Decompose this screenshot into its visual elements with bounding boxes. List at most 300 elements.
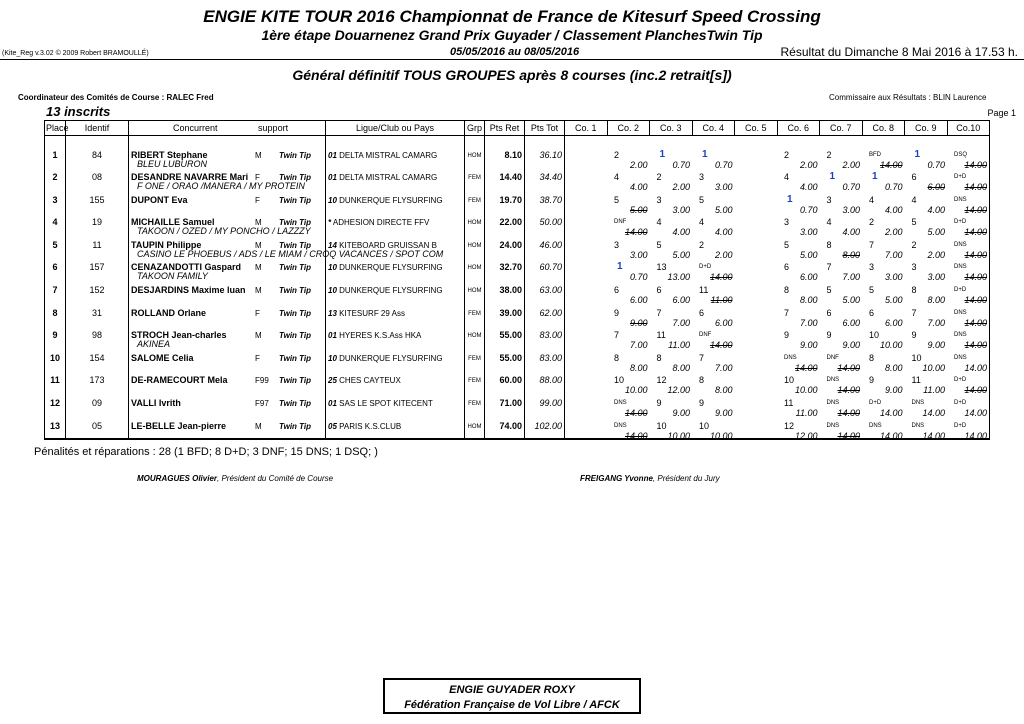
race-rank: 6	[826, 307, 832, 318]
club-cell	[326, 348, 465, 371]
race-points: 10.00	[879, 340, 903, 351]
race-result-cell	[692, 145, 735, 168]
race-result-cell	[777, 393, 820, 419]
race-result-cell	[820, 416, 863, 439]
race-result-cell	[862, 257, 905, 283]
race-rank: DNS	[826, 377, 840, 384]
competitor-name: VALLI Ivrith	[131, 398, 181, 409]
race-result-cell	[565, 190, 608, 213]
race-result-cell	[692, 280, 735, 306]
race-points: 9.00	[672, 408, 690, 419]
race-points: 7.00	[799, 317, 818, 328]
race-points: 9.00	[629, 317, 648, 328]
results-body	[45, 136, 990, 439]
club-cell	[326, 190, 465, 213]
race-result-cell	[862, 325, 905, 351]
rank-cell: 8	[45, 303, 66, 326]
race-result-cell	[692, 212, 735, 238]
competitor-category: F	[255, 308, 260, 318]
race-result-cell	[607, 257, 650, 283]
race-rank: 4	[826, 217, 832, 228]
race-rank: 6	[699, 307, 705, 318]
race-rank: 6	[911, 172, 917, 183]
race-rank: 7	[784, 307, 790, 318]
race-result-cell	[947, 235, 990, 258]
race-rank: 3	[784, 217, 790, 228]
race-points: 3.00	[672, 204, 690, 215]
race-rank: 6	[656, 285, 662, 296]
race-rank: 9	[784, 330, 790, 341]
competitor-cell	[129, 257, 326, 280]
race-points: 9.00	[927, 340, 945, 351]
competitor-name: MICHAILLE Samuel	[131, 217, 215, 228]
race-points: 0.70	[714, 159, 733, 170]
race-rank: DNS	[826, 400, 840, 407]
race-points: 14.00	[879, 430, 903, 441]
group-cell: FEM	[465, 167, 485, 190]
table-row	[45, 235, 990, 258]
race-result-cell	[777, 257, 820, 283]
league-number: 25	[328, 376, 337, 386]
race-points: 14.00	[709, 272, 733, 283]
race-rank: D+D	[699, 264, 712, 271]
competitor-name: LE-BELLE Jean-pierre	[131, 420, 227, 431]
race-rank: 9	[826, 330, 832, 341]
competitor-cell	[129, 145, 326, 168]
race-rank: 12	[784, 420, 795, 431]
race-result-cell	[735, 257, 778, 280]
race-points: 14.00	[709, 340, 733, 351]
sail-id-cell: 05	[66, 416, 129, 439]
race-points: 14.00	[964, 272, 987, 283]
club-name: ADHESION DIRECTE FFV	[332, 218, 430, 228]
race-points: 14.00	[964, 408, 987, 419]
group-cell: FEM	[465, 303, 485, 326]
race-result-cell	[692, 348, 735, 371]
competitor-name: STROCH Jean-charles	[131, 330, 227, 341]
race-rank: 5	[826, 285, 832, 296]
board-support: Twin Tip	[279, 331, 311, 341]
race-rank: DNF	[614, 219, 627, 226]
race-points: 5.00	[672, 249, 690, 260]
race-rank: 12	[656, 375, 667, 386]
race-result-cell	[607, 416, 650, 439]
race-result-cell	[735, 280, 778, 303]
league-number: 10	[328, 195, 337, 205]
col-header-course: Co. 8	[862, 121, 905, 136]
table-row	[45, 303, 990, 326]
race-points: 3.00	[799, 227, 818, 238]
race-result-cell	[650, 325, 693, 351]
race-rank: 6	[784, 262, 790, 273]
race-rank: DSQ	[954, 151, 968, 158]
race-result-cell	[905, 280, 948, 306]
race-points: 7.00	[842, 272, 860, 283]
competitor-cell	[129, 280, 326, 303]
col-header-course: Co. 7	[820, 121, 863, 136]
race-points: 8.00	[629, 362, 648, 373]
race-committee-signature	[137, 474, 333, 483]
event-dates: 05/05/2016 au 08/05/2016	[450, 46, 580, 58]
race-points: 7.00	[629, 340, 648, 351]
race-result-cell	[735, 393, 778, 416]
race-points: 10.00	[667, 430, 690, 441]
race-rank: 1	[617, 261, 623, 273]
col-header-course: Co. 3	[650, 121, 693, 136]
race-rank: 1	[659, 148, 666, 160]
ranking-heading: Général définitif TOUS GROUPES après 8 courses (inc.2 retrait[s])	[292, 67, 732, 83]
race-points: 8.00	[672, 362, 690, 373]
rank-cell: 11	[45, 370, 66, 393]
race-rank: 1	[872, 171, 878, 183]
race-rank: 6	[614, 285, 620, 296]
col-header-concurrent-label: Concurrent	[173, 123, 218, 133]
race-result-cell	[862, 280, 905, 306]
race-result-cell	[650, 190, 693, 213]
document-title: ENGIE KITE TOUR 2016 Championnat de France de Kitesurf Speed Crossing	[203, 7, 821, 26]
race-result-cell	[650, 303, 693, 326]
race-result-cell	[565, 235, 608, 258]
points-total-cell: 88.00	[525, 370, 565, 393]
table-row	[45, 370, 990, 393]
race-result-cell	[820, 167, 863, 193]
board-support: Twin Tip	[279, 263, 311, 273]
race-result-cell	[862, 235, 905, 258]
race-points: 0.70	[927, 159, 945, 170]
col-header-course: Co. 6	[777, 121, 820, 136]
board-support: Twin Tip	[279, 421, 311, 431]
sail-id-cell: 173	[66, 370, 129, 393]
entrant-count: 13 inscrits	[46, 104, 111, 119]
race-points: 0.70	[629, 272, 648, 283]
race-result-cell	[905, 393, 948, 419]
race-result-cell	[650, 393, 693, 419]
race-result-cell	[905, 370, 948, 396]
group-cell: FEM	[465, 370, 485, 393]
col-header-course: Co. 4	[692, 121, 735, 136]
race-rank: 9	[656, 398, 662, 409]
group-cell: FEM	[465, 348, 485, 371]
sail-id-cell: 152	[66, 280, 129, 303]
race-rank: 13	[656, 262, 667, 273]
club-cell	[326, 370, 465, 393]
table-row	[45, 325, 990, 348]
race-points: 14.00	[964, 317, 987, 328]
col-header-ligue: Ligue/Club ou Pays	[326, 121, 465, 136]
competitor-category: M	[255, 331, 262, 341]
race-result-cell	[607, 145, 650, 168]
competitor-cell	[129, 416, 326, 439]
league-number: 13	[328, 308, 337, 318]
race-rank: 8	[869, 352, 875, 363]
points-total-cell: 38.70	[525, 190, 565, 213]
race-rank: 7	[911, 307, 917, 318]
competitor-sponsors: TAKOON FAMILY	[137, 271, 208, 282]
race-points: 0.70	[799, 204, 818, 215]
race-result-cell	[820, 370, 863, 396]
race-result-cell	[692, 190, 735, 213]
race-result-cell	[735, 190, 778, 213]
race-rank: 1	[829, 171, 836, 183]
col-header-course: Co. 1	[565, 121, 608, 136]
group-cell: HOM	[465, 325, 485, 348]
race-points: 14.00	[837, 408, 860, 419]
race-points: 12.00	[667, 385, 690, 396]
race-committee-president: MOURAGUES Olivier	[137, 474, 218, 483]
race-rank: DNS	[954, 241, 967, 248]
jury-signature	[580, 474, 720, 483]
race-rank: D+D	[954, 400, 967, 407]
race-result-cell	[862, 190, 905, 213]
race-result-cell	[947, 348, 990, 371]
sail-id-cell: 157	[66, 257, 129, 280]
race-rank: 2	[656, 172, 662, 183]
points-retained-cell: 32.70	[485, 257, 525, 280]
race-points: 10.00	[709, 430, 733, 441]
race-points: 8.00	[799, 295, 818, 306]
club-name: PARIS K.S.CLUB	[339, 421, 402, 431]
group-cell: HOM	[465, 257, 485, 280]
race-rank: 2	[869, 217, 875, 228]
race-result-cell	[607, 370, 650, 396]
race-rank: 7	[869, 239, 875, 250]
race-result-cell	[947, 370, 990, 396]
race-result-cell	[905, 212, 948, 238]
race-points: 2.00	[629, 159, 648, 170]
race-points: 10.00	[922, 362, 945, 373]
race-result-cell	[905, 257, 948, 283]
points-total-cell: 62.00	[525, 303, 565, 326]
competitor-category: F	[255, 173, 260, 183]
club-name: CHES CAYTEUX	[339, 376, 401, 386]
competitor-category: M	[255, 421, 262, 431]
group-cell: HOM	[465, 212, 485, 235]
race-result-cell	[565, 145, 608, 168]
race-rank: 6	[869, 307, 875, 318]
race-coordinator: Coordinateur des Comités de Course : RALEC Fred	[18, 93, 214, 102]
race-rank: D+D	[954, 377, 967, 384]
competitor-name: ROLLAND Orlane	[131, 307, 207, 318]
league-number: 14	[328, 240, 337, 250]
race-result-cell	[820, 393, 863, 419]
race-result-cell	[607, 280, 650, 306]
race-points: 14.00	[964, 295, 987, 306]
race-result-cell	[565, 280, 608, 303]
race-result-cell	[692, 393, 735, 419]
league-number: 10	[328, 263, 337, 273]
competitor-cell	[129, 393, 326, 416]
board-support: Twin Tip	[279, 150, 311, 160]
race-rank: 7	[656, 307, 662, 318]
race-rank: 2	[911, 239, 917, 250]
race-points: 2.00	[714, 249, 733, 260]
race-result-cell	[905, 416, 948, 439]
race-points: 11.00	[923, 385, 945, 396]
race-result-cell	[820, 235, 863, 258]
race-rank: DNF	[826, 354, 839, 361]
competitor-category: M	[255, 218, 262, 228]
race-points: 2.00	[842, 159, 860, 170]
race-rank: D+D	[954, 219, 967, 226]
race-points: 14.00	[964, 159, 987, 170]
points-retained-cell: 24.00	[485, 235, 525, 258]
club-cell	[326, 393, 465, 416]
club-name: KITESURF 29 Ass	[339, 308, 405, 318]
race-points: 14.00	[879, 408, 903, 419]
race-result-cell	[565, 212, 608, 235]
competitor-cell	[129, 212, 326, 235]
race-points: 0.70	[672, 159, 690, 170]
race-points: 6.00	[842, 317, 860, 328]
race-points: 4.00	[629, 182, 648, 193]
rank-cell: 9	[45, 325, 66, 348]
race-result-cell	[905, 325, 948, 351]
sail-id-cell: 19	[66, 212, 129, 235]
competitor-name: DESJARDINS Maxime luan	[131, 285, 246, 296]
race-points: 3.00	[927, 272, 945, 283]
league-number: 01	[328, 150, 337, 160]
table-row	[45, 190, 990, 213]
race-points: 4.00	[927, 204, 945, 215]
race-points: 14.00	[624, 430, 648, 441]
race-points: 8.00	[884, 362, 903, 373]
race-result-cell	[692, 325, 735, 351]
race-rank: 8	[614, 352, 620, 363]
race-result-cell	[607, 235, 650, 258]
competitor-cell	[129, 348, 326, 371]
race-rank: DNS	[954, 332, 967, 339]
rank-cell: 6	[45, 257, 66, 280]
table-row	[45, 257, 990, 280]
race-result-cell	[947, 257, 990, 283]
race-rank: DNS	[911, 400, 925, 407]
race-result-cell	[777, 303, 820, 326]
sail-id-cell: 154	[66, 348, 129, 371]
race-points: 3.00	[714, 182, 733, 193]
competitor-sponsors: TAKOON / OZED / MY PONCHO / LAZZZY	[137, 226, 311, 237]
points-retained-cell: 38.00	[485, 280, 525, 303]
competitor-category: M	[255, 263, 262, 273]
race-rank: DNS	[954, 354, 967, 361]
document-subtitle: 1ère étape Douarnenez Grand Prix Guyader / Classement PlanchesTwin Tip	[261, 27, 763, 43]
sail-id-cell: 31	[66, 303, 129, 326]
race-rank: 5	[656, 239, 662, 250]
points-total-cell: 83.00	[525, 348, 565, 371]
race-result-cell	[650, 145, 693, 168]
board-support: Twin Tip	[279, 218, 311, 228]
race-rank: DNS	[614, 422, 627, 429]
race-points: 14.00	[837, 430, 860, 441]
competitor-name: SALOME Celia	[131, 352, 194, 363]
points-total-cell: 36.10	[525, 145, 565, 168]
race-result-cell	[777, 167, 820, 193]
race-points: 10.00	[624, 385, 648, 396]
race-rank: D+D	[954, 422, 967, 429]
race-result-cell	[777, 235, 820, 258]
competitor-category: F99	[255, 376, 269, 386]
board-support: Twin Tip	[279, 353, 311, 363]
race-rank: 3	[656, 194, 662, 205]
race-rank: D+D	[954, 174, 967, 181]
race-rank: 2	[826, 149, 832, 160]
race-rank: 9	[614, 307, 620, 318]
league-number: *	[328, 218, 332, 228]
col-header-pts-tot: Pts Tot	[525, 121, 565, 136]
race-points: 6.00	[714, 317, 733, 328]
race-result-cell	[692, 303, 735, 326]
race-result-cell	[650, 235, 693, 258]
race-points: 3.00	[842, 204, 860, 215]
sail-id-cell: 08	[66, 167, 129, 190]
league-number: 10	[328, 286, 337, 296]
race-result-cell	[692, 167, 735, 193]
table-row	[45, 280, 990, 303]
race-result-cell	[565, 167, 608, 190]
race-rank: 4	[784, 172, 790, 183]
race-points: 14.00	[794, 362, 818, 373]
race-points: 4.00	[842, 227, 860, 238]
competitor-name: DE-RAMECOURT Mela	[131, 375, 228, 386]
club-cell	[326, 167, 465, 190]
competitor-sponsors: AKINEA	[137, 339, 171, 350]
race-rank: 7	[699, 352, 705, 363]
race-result-cell	[607, 348, 650, 371]
race-result-cell	[650, 370, 693, 396]
race-result-cell	[735, 212, 778, 235]
race-points: 8.00	[927, 295, 945, 306]
competitor-sponsors: BLEU LUBURON	[137, 158, 208, 169]
race-result-cell	[862, 167, 905, 193]
competitor-cell	[129, 167, 326, 190]
race-points: 3.00	[629, 249, 648, 260]
table-row	[45, 393, 990, 416]
competitor-name: RIBERT Stephane	[131, 149, 208, 160]
points-total-cell: 50.00	[525, 212, 565, 235]
race-result-cell	[777, 280, 820, 306]
sail-id-cell: 155	[66, 190, 129, 213]
col-header-ident: Identif	[66, 121, 129, 136]
points-total-cell: 46.00	[525, 235, 565, 258]
competitor-cell	[129, 325, 326, 348]
competitor-name: CENAZANDOTTI Gaspard	[131, 262, 242, 273]
group-cell: FEM	[465, 393, 485, 416]
race-result-cell	[565, 303, 608, 326]
race-rank: D+D	[869, 400, 882, 407]
race-result-cell	[820, 212, 863, 238]
race-points: 4.00	[714, 227, 733, 238]
competitor-category: F	[255, 353, 260, 363]
race-rank: 8	[911, 285, 917, 296]
race-points: 14.00	[964, 182, 987, 193]
points-retained-cell: 71.00	[485, 393, 525, 416]
race-rank: 4	[911, 194, 917, 205]
race-rank: 5	[699, 194, 705, 205]
board-support: Twin Tip	[279, 240, 311, 250]
race-committee-role: , Président du Comité de Course	[217, 474, 334, 483]
competitor-cell	[129, 303, 326, 326]
penalties-summary: Pénalités et réparations : 28 (1 BFD; 8 D+D; 3 DNF; 15 DNS; 1 DSQ; )	[34, 446, 378, 458]
race-points: 10.00	[794, 385, 818, 396]
race-result-cell	[820, 348, 863, 371]
race-rank: 1	[914, 148, 921, 160]
race-result-cell	[565, 416, 608, 439]
points-retained-cell: 55.00	[485, 325, 525, 348]
race-rank: 4	[656, 217, 662, 228]
rank-cell: 3	[45, 190, 66, 213]
race-rank: 8	[656, 352, 662, 363]
points-total-cell: 83.00	[525, 325, 565, 348]
race-points: 14.00	[964, 249, 987, 260]
